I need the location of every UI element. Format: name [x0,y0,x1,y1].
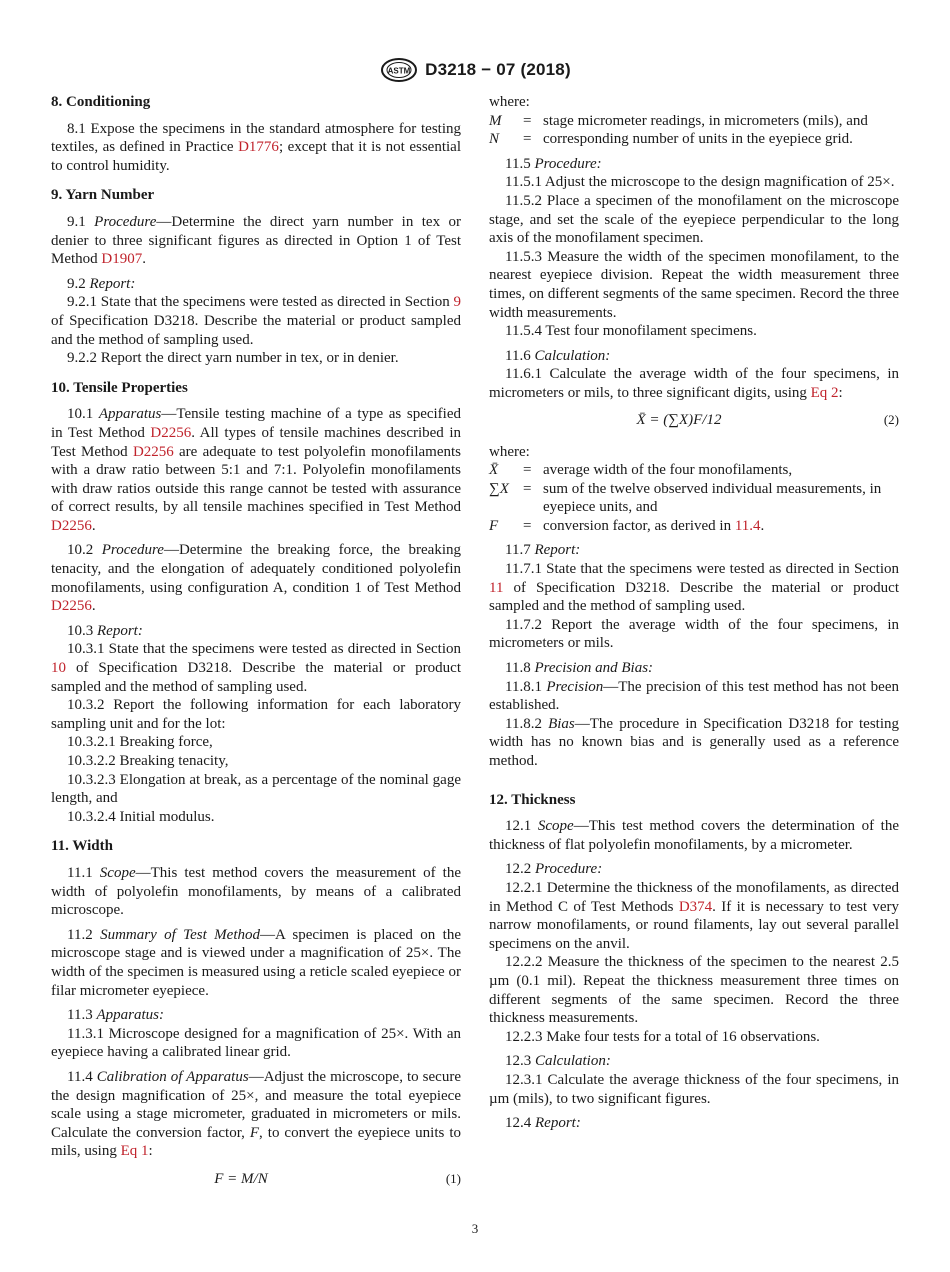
para-11-4: 11.4 Calibration of Apparatus—Adjust the microscope, to secure the design magnification of 25×, and measure the total eyepiece scale using a stage micrometer, graduated in micrometers or mils. Calculate the conversion factor, F, to convert the eyepiece units to mils, using Eq 1: [51,1068,461,1160]
variable-list-2 [489,461,899,535]
para-12-2: 12.2 Procedure: [505,861,603,878]
para-12-3: 12.3 Calculation: [505,1053,611,1070]
link-section-11[interactable]: 11 [489,579,504,596]
logo-text: ASTM [387,66,411,76]
item-10-3-2-4: 10.3.2.4 Initial modulus. [67,808,215,825]
page-header [0,56,950,84]
para-11-7-2: 11.7.2 Report the average width of the four specimens, in micrometers or mils. [489,616,899,652]
link-d1776[interactable]: D1776 [238,139,279,156]
para-10-3: 10.3 Report: [67,622,143,639]
equation-1 [51,1169,461,1189]
para-12-2-1: 12.2.1 Determine the thickness of the monofilaments, as directed in Method C of Test Methods D374. If it is necessary to test very narrow monofilaments, or round filaments, lay out several parallel specimens on the anvil. [489,879,900,952]
link-eq-2[interactable]: Eq 2 [810,384,839,401]
standard-designation: D3218 − 07 (2018) [425,60,571,79]
link-section-11-4[interactable]: 11.4 [734,517,761,534]
para-8-1: 8.1 Expose the specimens in the standard atmosphere for testing textiles, as defined in Practice D1776; except that it is not essential to control humidity. [51,120,461,174]
para-9-1: 9.1 Procedure—Determine the direct yarn number in tex or denier to three significant figures as directed in Option 1 of Test Method D1907. [51,213,461,268]
para-9-2-2: 9.2.2 Report the direct yarn number in tex, or in denier. [67,350,399,367]
para-11-7: 11.7 Report: [505,542,581,559]
left-column [51,93,461,1201]
para-12-1: 12.1 Scope—This test method covers the determination of the thickness of flat polyolefin monofilaments, by a micrometer. [489,818,900,853]
variable-list-1 [489,112,899,149]
link-d374[interactable]: D374 [678,898,713,915]
para-11-5-1: 11.5.1 Adjust the microscope to the design magnification of 25×. [505,174,895,191]
para-12-2-3: 12.2.3 Make four tests for a total of 16 observations. [505,1028,820,1045]
equation-2 [489,411,899,431]
variable-row: M = stage micrometer readings, in micrometers (mils), and [489,112,868,129]
para-11-6: 11.6 Calculation: [505,347,611,364]
para-11-5: 11.5 Procedure: [505,155,602,172]
para-10-3-1: 10.3.1 State that the specimens were tested as directed in Section 10 of Specification D3218. Describe the material or product sampled and the method of sampling used. [51,641,461,695]
equation-1-expression: F = M/N [214,1170,268,1187]
equation-2-number: (2) [883,412,899,428]
page-number: 3 [471,1221,479,1236]
para-11-6-1: 11.6.1 Calculate the average width of the four specimens, in micrometers or mils, to three significant digits, using Eq 2: [489,366,899,401]
para-10-2: 10.2 Procedure—Determine the breaking force, the breaking tenacity, and the elongation of adequately conditioned polyolefin monofilaments, using configuration A, condition 1 of Test Method D2256. [51,542,461,615]
link-d2256[interactable]: D2256 [132,443,174,460]
where-label-2: where: [489,443,530,460]
section-11-heading: 11. Width [51,838,113,855]
link-eq-1[interactable]: Eq 1 [120,1143,149,1160]
link-d2256[interactable]: D2256 [51,517,92,534]
para-10-3-2: 10.3.2 Report the following information for each laboratory sampling unit and for the lot: [51,697,461,732]
section-9-heading: 9. Yarn Number [51,187,155,204]
link-section-9[interactable]: 9 [453,294,461,311]
para-12-2-2: 12.2.2 Measure the thickness of the specimen to the nearest 2.5 µm (0.1 mil). Repeat the thickness measurement three times on different segments of the same specimen. Record the three thickness measurements. [489,954,899,1027]
para-11-1: 11.1 Scope—This test method covers the measurement of the width of polyolefin monofilaments, by means of a calibrated microscope. [51,864,462,919]
para-11-5-3: 11.5.3 Measure the width of the specimen monofilament, to the nearest eyepiece division. Repeat the width measurement three times, on different segments of the same specimen. Record the three width measurements. [489,248,899,321]
para-11-8-2: 11.8.2 Bias—The procedure in Specification D3218 for testing width has no known bias and is generally used as a reference method. [489,715,899,769]
section-8-heading: 8. Conditioning [51,94,151,110]
astm-logo-icon [379,56,419,84]
where-label-1: where: [489,94,530,110]
para-12-4: 12.4 Report: [505,1115,581,1132]
link-d2256[interactable]: D2256 [51,598,92,615]
right-column [489,93,899,1133]
section-10-heading: 10. Tensile Properties [51,379,188,396]
variable-row: F = conversion factor, as derived in 11.4. [489,517,765,534]
para-11-5-4: 11.5.4 Test four monofilament specimens. [505,323,757,340]
para-11-5-2: 11.5.2 Place a specimen of the monofilament on the microscope stage, and set the scale of the eyepiece perpendicular to the long axis of the monofilament specimen. [489,192,899,247]
variable-row: ∑X = sum of the twelve observed individual measurements, in eyepiece units, and [489,480,882,516]
link-d1907[interactable]: D1907 [101,251,143,268]
para-11-2: 11.2 Summary of Test Method—A specimen is placed on the microscope stage and is viewed under a magnification of 25×. The width of the specimen is measured using a reticle scaled eyepiece or filar micrometer eyepiece. [51,926,461,999]
link-section-10[interactable]: 10 [51,660,66,677]
variable-row: N = corresponding number of units in the eyepiece grid. [489,131,853,148]
section-12-heading: 12. Thickness [489,791,576,808]
equation-1-number: (1) [445,1170,461,1186]
para-9-2-1: 9.2.1 State that the specimens were tested as directed in Section 9 of Specification D3218. Describe the material or product sampled and the method of sampling used. [51,294,461,348]
item-10-3-2-3: 10.3.2.3 Elongation at break, as a percentage of the nominal gage length, and [51,771,461,807]
para-12-3-1: 12.3.1 Calculate the average thickness of the four specimens, in µm (mils), to two significant figures. [489,1071,899,1107]
variable-row: X̄ = average width of the four monofilaments, [489,462,793,479]
item-10-3-2-1: 10.3.2.1 Breaking force, [67,734,213,751]
para-10-1: 10.1 Apparatus—Tensile testing machine of a type as specified in Test Method D2256. All types of tensile machines described in Test Method D2256 are adequate to test polyolefin monofilaments with a draw ratio between 5:1 and 7:1. Polyolefin monofilaments with draw ratios outside this range cannot be tested with assurance of correct results, by all tensile machines specified in Test Method D2256. [51,406,461,534]
para-9-2: 9.2 Report: [67,275,136,292]
equation-2-expression: X̄ = (∑X)F/12 [636,412,722,429]
para-11-8-1: 11.8.1 Precision—The precision of this test method has not been established. [489,678,899,714]
item-10-3-2-2: 10.3.2.2 Breaking tenacity, [67,753,229,769]
para-11-3-1: 11.3.1 Microscope designed for a magnification of 25×. With an eyepiece having a calibrated linear grid. [51,1025,461,1061]
link-d2256[interactable]: D2256 [150,424,192,441]
para-11-8: 11.8 Precision and Bias: [505,660,654,677]
para-11-7-1: 11.7.1 State that the specimens were tested as directed in Section 11 of Specification D3218. Describe the material or product sampled and the method of sampling used. [489,561,899,615]
para-11-3: 11.3 Apparatus: [67,1007,164,1024]
